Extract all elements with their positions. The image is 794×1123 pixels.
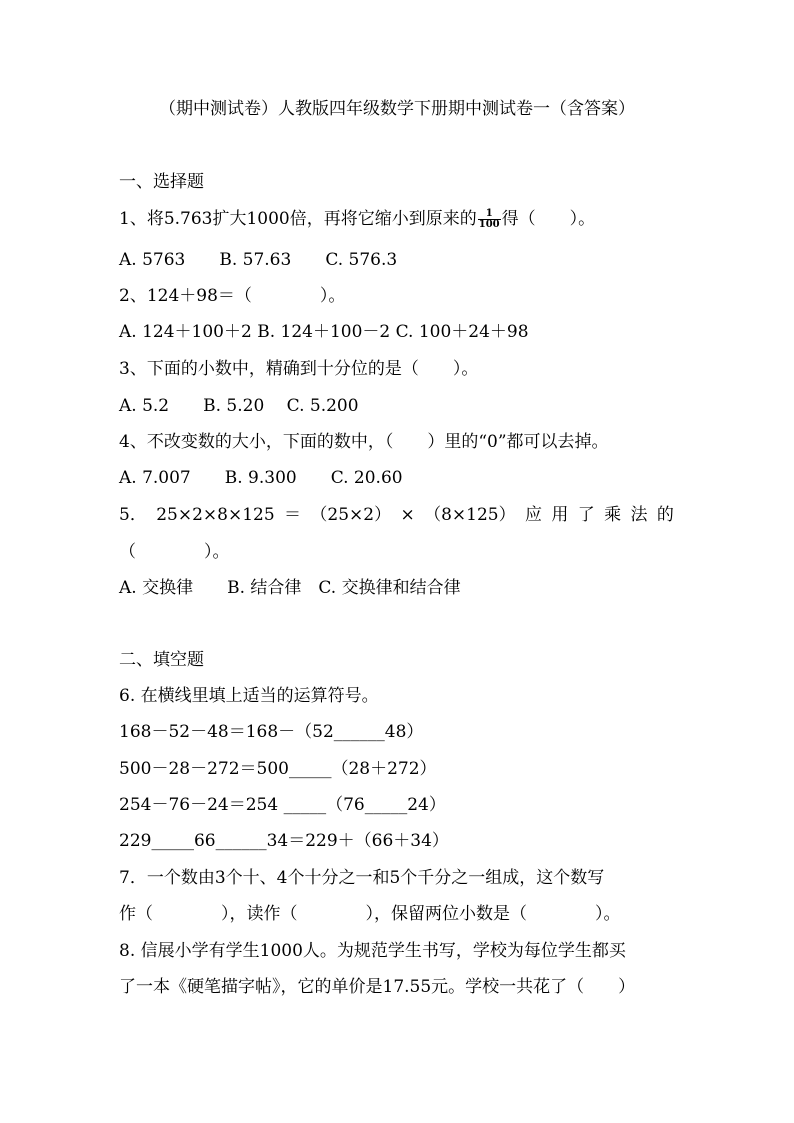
- question-3: 3、下面的小数中，精确到十分位的是（ ）。: [119, 359, 479, 379]
- question-2: 2、124＋98＝（ ）。: [119, 286, 346, 306]
- question-5-part: （25×2）: [310, 505, 392, 525]
- question-6: 6. 在横线里填上适当的运算符号。: [119, 686, 379, 706]
- fraction: [478, 209, 501, 230]
- question-3-options: A. 5.2 B. 5.20 C. 5.200: [119, 396, 359, 416]
- fraction-denominator: 100: [478, 219, 500, 230]
- question-5-part: 乘: [604, 505, 622, 525]
- question-5: [119, 503, 674, 527]
- question-4-options: A. 7.007 B. 9.300 C. 20.60: [119, 468, 403, 488]
- page-title: （期中测试卷）人教版四年级数学下册期中测试卷一（含答案）: [159, 99, 635, 119]
- question-5-part: 应: [525, 505, 542, 525]
- question-6-line: 254－76－24＝254 _____（76_____24）: [119, 795, 446, 815]
- question-6-line: 229_____66______34＝229＋（66＋34）: [119, 831, 449, 851]
- question-1-suffix: 得（ ）。: [501, 209, 596, 229]
- question-6-line: 500－28－272＝500_____（28＋272）: [119, 759, 437, 779]
- section-heading-fill: 二、填空题: [119, 650, 204, 670]
- question-5-part: 了: [577, 505, 595, 525]
- question-7-line-1: 7．一个数由3个十、4个十分之一和5个千分之一组成，这个数写: [119, 868, 605, 888]
- question-8-line-1: 8. 信展小学有学生1000人。为规范学生书写，学校为每位学生都买: [119, 941, 626, 961]
- question-5-part: 25×2×8×125: [156, 505, 275, 525]
- question-1-prefix: 1、将5.763扩大1000倍，再将它缩小到原来的: [119, 209, 477, 229]
- question-5-part: （8×125）: [424, 505, 516, 525]
- question-8-line-2: 了一本《硬笔描字帖》，它的单价是17.55元。学校一共花了（ ）: [119, 977, 636, 997]
- question-1: [119, 207, 595, 231]
- question-2-options: A. 124＋100＋2 B. 124＋100－2 C. 100＋24＋98: [119, 322, 529, 342]
- question-5-continuation: （ ）。: [119, 542, 230, 562]
- question-5-part: 法: [630, 505, 648, 525]
- question-5-part: ＝: [284, 505, 302, 525]
- question-5-part: ×: [400, 505, 415, 525]
- question-5-options: A. 交换律 B. 结合律 C. 交换律和结合律: [119, 578, 461, 598]
- section-heading-choice: 一、选择题: [119, 172, 204, 192]
- question-4: 4、不改变数的大小，下面的数中，（ ）里的“0”都可以去掉。: [119, 432, 609, 452]
- question-5-part: 5．: [119, 505, 147, 525]
- fraction-numerator: 1: [478, 209, 501, 220]
- question-6-line: 168－52－48＝168－（52______48）: [119, 722, 424, 742]
- question-7-line-2: 作（ ），读作（ ），保留两位小数是（ ）。: [119, 904, 621, 924]
- question-5-part: 用: [551, 505, 569, 525]
- question-1-options: A. 5763 B. 57.63 C. 576.3: [119, 250, 398, 270]
- question-5-part: 的: [656, 505, 674, 525]
